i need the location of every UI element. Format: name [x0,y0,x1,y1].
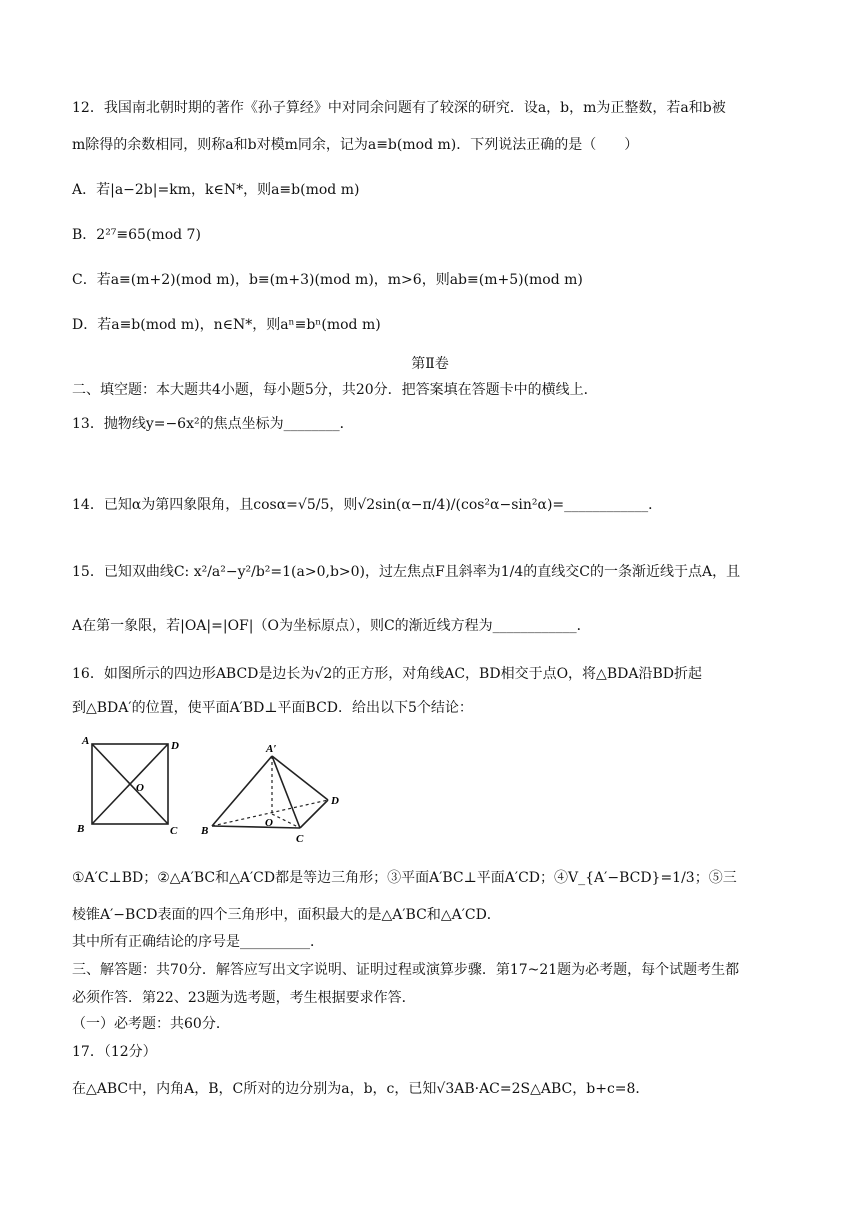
section-3-line2: 必须作答．第22、23题为选考题，考生根据要求作答． [72,990,416,1006]
q16-ask: 其中所有正确结论的序号是__________． [72,934,324,950]
section-3-line1: 三、解答题：共70分．解答应写出文字说明、证明过程或演算步骤．第17~21题为必考题，每个试题考生都 [72,962,740,978]
q15-line1: 15．已知双曲线C: x²/a²−y²/b²=1(a>0,b>0)，过左焦点F且斜率为1/4的直线交C的一条渐近线于点A，且 [72,564,741,580]
q17-header: 17．（12分） [72,1044,157,1060]
label-square-o: O [136,782,144,794]
label-pyramid-a-prime: A′ [266,743,277,755]
q16-figure [74,728,364,848]
label-square-a: A [82,735,90,747]
label-pyramid-b: B [201,825,209,837]
q16-line1: 16．如图所示的四边形ABCD是边长为√2的正方形，对角线AC，BD相交于点O，将△BDA沿BD折起 [72,666,702,682]
label-square-b: B [77,823,85,835]
q13: 13．抛物线y=−6x²的焦点坐标为________． [72,416,354,432]
q14: 14．已知α为第四象限角，且cosα=√5/5，则√2sin(α−π/4)/(cos²α−sin²α)=____________． [72,497,663,513]
q12-option-c: C．若a≡(m+2)(mod m)，b≡(m+3)(mod m)，m>6，则ab≡(m+5)(mod m) [72,272,583,288]
square-figure [92,744,168,824]
q12-option-a: A．若|a−2b|=km，k∈N*，则a≡b(mod m) [72,182,360,198]
q12-option-b: B．2²⁷≡65(mod 7) [72,227,201,243]
label-square-c: C [170,825,178,837]
q15-line2: A在第一象限，若|OA|=|OF|（O为坐标原点），则C的渐近线方程为____________． [72,618,591,634]
edge-c-d [300,800,328,828]
q16-conclusions-line2: 棱锥A′−BCD表面的四个三角形中，面积最大的是△A′BC和△A′CD． [72,907,501,923]
label-pyramid-o: O [265,817,273,829]
edge-b-c [212,826,300,828]
q12-line1: 12．我国南北朝时期的著作《孙子算经》中对同余问题有了较深的研究．设a，b，m为正整数，若a和b被 [72,100,726,116]
section-2-heading: 二、填空题：本大题共4小题，每小题5分，共20分．把答案填在答题卡中的横线上． [72,382,598,398]
volume-title: 第Ⅱ卷 [411,356,449,372]
q12-option-d: D．若a≡b(mod m)，n∈N*，则aⁿ≡bⁿ(mod m) [72,317,381,333]
q12-line2: m除得的余数相同，则称a和b对模m同余，记为a≡b(mod m)．下列说法正确的是（ ） [72,137,639,153]
label-square-d: D [171,740,179,752]
edge-a-b [212,756,272,826]
label-pyramid-c: C [296,833,304,845]
q17-text: 在△ABC中，内角A，B，C所对的边分别为a，b，c，已知√3AB·AC=2S△ABC，b+c=8． [72,1081,650,1097]
label-pyramid-d: D [331,795,339,807]
part-1-heading: （一）必考题：共60分． [72,1016,230,1032]
q16-line2: 到△BDA′的位置，使平面A′BD⊥平面BCD．给出以下5个结论： [72,700,473,716]
q16-conclusions-line1: ①A′C⊥BD；②△A′BC和△A′CD都是等边三角形；③平面A′BC⊥平面A′CD；④V_{A′−BCD}=1/3；⑤三 [72,870,737,886]
